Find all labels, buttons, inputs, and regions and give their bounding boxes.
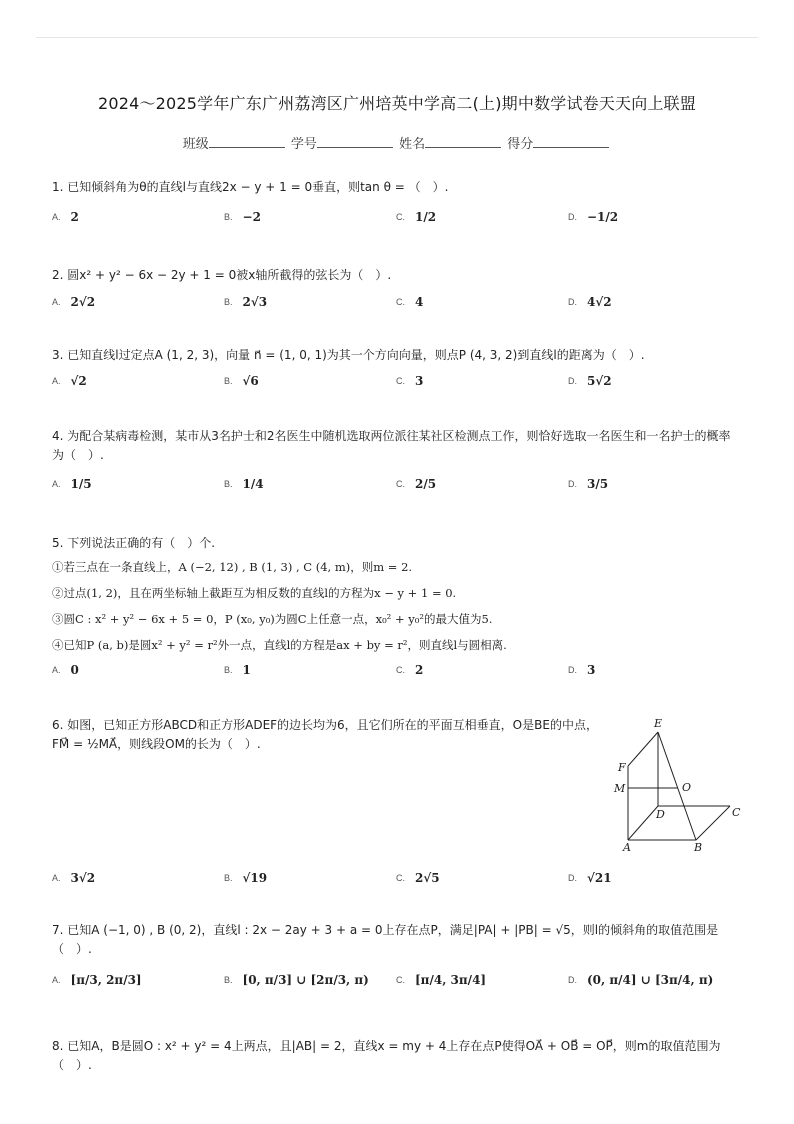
q4-option-c[interactable] — [396, 466, 436, 502]
option-key: C. — [396, 212, 405, 222]
option-key: A. — [52, 873, 61, 883]
option-key: C. — [396, 665, 405, 675]
q7-option-b[interactable] — [224, 962, 369, 998]
option-value: 3 — [415, 374, 424, 388]
figure-label-f: F — [618, 761, 626, 774]
option-key: B. — [224, 297, 233, 307]
option-value: 1/5 — [70, 477, 92, 491]
question-5-options — [52, 652, 754, 688]
figure-label-e: E — [654, 717, 663, 730]
q1-option-a[interactable] — [52, 199, 79, 235]
option-value: −1/2 — [587, 210, 619, 224]
option-key: A. — [52, 297, 61, 307]
figure-label-d: D — [656, 808, 665, 821]
option-key: B. — [224, 479, 233, 489]
question-1-stem: 1. 已知倾斜角为θ的直线l与直线2x − y + 1 = 0垂直，则tan θ = （ ）. — [52, 180, 449, 194]
q2-option-d[interactable] — [568, 284, 612, 320]
q4-option-a[interactable] — [52, 466, 92, 502]
option-key: B. — [224, 665, 233, 675]
option-value: 2√3 — [242, 295, 268, 309]
option-value: 1 — [242, 663, 251, 677]
option-value: 2 — [415, 663, 424, 677]
q1-option-c[interactable] — [396, 199, 436, 235]
figure-label-m: M — [614, 782, 626, 795]
option-key: A. — [52, 479, 61, 489]
q4-option-d[interactable] — [568, 466, 608, 502]
q3-option-a[interactable] — [52, 363, 87, 399]
q2-option-c[interactable] — [396, 284, 423, 320]
question-8-stem: 8. 已知A，B是圆O : x² + y² = 4上两点，且|AB| = 2，直线x = my + 4上存在点P使得OA⃗ + OB⃗ = OP⃗，则m的取值范围为（ ）. — [52, 1039, 721, 1072]
option-key: D. — [568, 975, 577, 985]
q3-option-b[interactable] — [224, 363, 259, 399]
option-key: D. — [568, 665, 577, 675]
option-key: C. — [396, 479, 405, 489]
question-4-stem: 4. 为配合某病毒检测，某市从3名护士和2名医生中随机选取两位派往某社区检测点工作，则恰好选取一名医生和一名护士的概率为（ ）. — [52, 429, 731, 462]
q7-option-a[interactable] — [52, 962, 142, 998]
q6-option-b[interactable] — [224, 860, 267, 896]
option-key: D. — [568, 873, 577, 883]
q2-option-b[interactable] — [224, 284, 267, 320]
q4-option-b[interactable] — [224, 466, 264, 502]
option-value: [π/4, 3π/4] — [415, 973, 487, 987]
option-value: 4 — [415, 295, 424, 309]
q5-statement: ①若三点在一条直线上，A (−2, 12) , B (1, 3) , C (4, m)，则m = 2. — [52, 560, 413, 574]
question-7-options — [52, 962, 754, 998]
question-3-options — [52, 363, 754, 399]
option-key: B. — [224, 975, 233, 985]
q7-option-c[interactable] — [396, 962, 486, 998]
q1-option-b[interactable] — [224, 199, 261, 235]
option-key: B. — [224, 873, 233, 883]
option-value: 2/5 — [415, 477, 437, 491]
option-value: 1/4 — [242, 477, 264, 491]
option-key: B. — [224, 376, 233, 386]
option-value: 3√2 — [70, 871, 96, 885]
option-value: √2 — [70, 374, 87, 388]
option-key: B. — [224, 212, 233, 222]
option-key: D. — [568, 479, 577, 489]
q7-option-d[interactable] — [568, 962, 713, 998]
q5-statement: ②过点(1, 2)，且在两坐标轴上截距互为相反数的直线l的方程为x − y + 1 = 0. — [52, 586, 457, 600]
id-label: 学号 — [290, 137, 317, 152]
option-key: C. — [396, 975, 405, 985]
figure-label-o: O — [682, 781, 692, 794]
option-value: 2√5 — [415, 871, 440, 885]
option-value: 2√2 — [70, 295, 96, 309]
class-label: 班级 — [182, 137, 209, 152]
option-key: D. — [568, 212, 577, 222]
class-blank[interactable] — [209, 135, 285, 148]
question-6-stem: 6. 如图，已知正方形ABCD和正方形ADEF的边长均为6，且它们所在的平面互相垂直，O是BE的中点，FM⃗ = ½MA⃗，则线段OM的长为（ ）. — [52, 718, 598, 751]
option-key: C. — [396, 873, 405, 883]
figure-label-b: B — [694, 841, 703, 854]
option-key: A. — [52, 376, 61, 386]
option-value: 2 — [70, 210, 79, 224]
q6-option-c[interactable] — [396, 860, 440, 896]
q5-option-c[interactable] — [396, 652, 423, 688]
page-title: 2024～2025学年广东广州荔湾区广州培英中学高二(上)期中数学试卷天天向上联盟 — [97, 94, 697, 113]
q3-option-d[interactable] — [568, 363, 612, 399]
option-value: 4√2 — [587, 295, 612, 309]
option-key: A. — [52, 665, 61, 675]
option-value: (0, π/4] ∪ [3π/4, π) — [587, 973, 714, 987]
q2-option-a[interactable] — [52, 284, 95, 320]
q5-statement: ④已知P (a, b)是圆x² + y² = r²外一点，直线l的方程是ax + by = r²，则直线l与圆相离. — [52, 638, 507, 652]
option-value: √21 — [587, 871, 612, 885]
question-1-options — [52, 199, 754, 235]
question-6-options — [52, 860, 754, 896]
student-info-line — [0, 133, 794, 152]
option-value: 0 — [70, 663, 79, 677]
question-5-stem: 5. 下列说法正确的有（ ）个. — [52, 536, 216, 550]
geometry-figure — [608, 714, 748, 854]
question-7-stem: 7. 已知A (−1, 0) , B (0, 2)，直线l : 2x − 2ay + 3 + a = 0上存在点P，满足|PA| + |PB| = √5，则l的倾斜角的取值范围是（ ）. — [52, 923, 719, 956]
score-label: 得分 — [507, 137, 534, 152]
option-value: √19 — [242, 871, 268, 885]
option-value: 1/2 — [415, 210, 437, 224]
q5-option-d[interactable] — [568, 652, 595, 688]
q6-option-d[interactable] — [568, 860, 612, 896]
name-label: 姓名 — [399, 137, 426, 152]
option-value: [0, π/3] ∪ [2π/3, π) — [242, 973, 369, 987]
option-value: 3/5 — [587, 477, 609, 491]
option-value: −2 — [242, 210, 261, 224]
option-value: 5√2 — [587, 374, 612, 388]
id-blank[interactable] — [317, 135, 393, 148]
figure-label-a: A — [623, 841, 631, 854]
score-blank[interactable] — [533, 135, 609, 148]
option-key: D. — [568, 297, 577, 307]
figure-label-c: C — [732, 806, 741, 819]
q5-option-b[interactable] — [224, 652, 251, 688]
option-value: [π/3, 2π/3] — [70, 973, 142, 987]
top-divider — [36, 37, 758, 38]
q5-statement: ③圆C : x² + y² − 6x + 5 = 0，P (x₀, y₀)为圆C上任意一点，x₀² + y₀²的最大值为5. — [52, 612, 493, 626]
option-value: √6 — [242, 374, 259, 388]
question-3-stem: 3. 已知直线l过定点A (1, 2, 3)，向量 n⃗ = (1, 0, 1)为其一个方向向量，则点P (4, 3, 2)到直线l的距离为（ ）. — [52, 348, 645, 362]
question-2-options — [52, 284, 754, 320]
q3-option-c[interactable] — [396, 363, 423, 399]
option-value: 3 — [587, 663, 596, 677]
option-key: C. — [396, 376, 405, 386]
q6-option-a[interactable] — [52, 860, 95, 896]
question-2-stem: 2. 圆x² + y² − 6x − 2y + 1 = 0被x轴所截得的弦长为（ ）. — [52, 268, 392, 282]
option-key: C. — [396, 297, 405, 307]
q5-option-a[interactable] — [52, 652, 79, 688]
name-blank[interactable] — [425, 135, 501, 148]
option-key: D. — [568, 376, 577, 386]
q1-option-d[interactable] — [568, 199, 618, 235]
option-key: A. — [52, 212, 61, 222]
question-4-options — [52, 466, 754, 502]
option-key: A. — [52, 975, 61, 985]
